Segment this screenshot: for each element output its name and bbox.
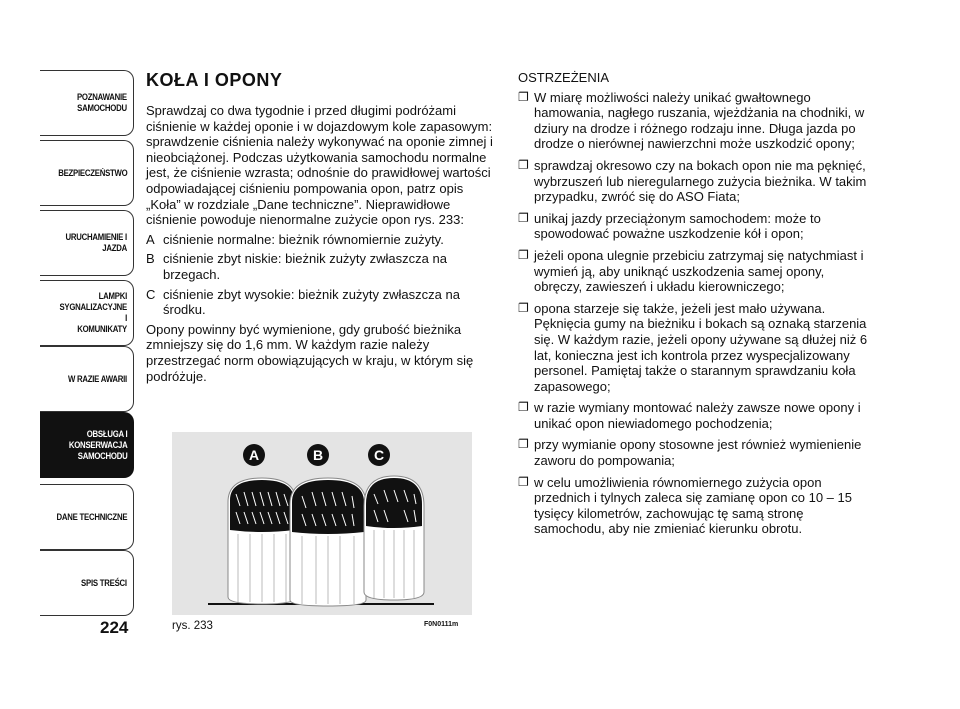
checkbox-bullet-icon: ❐ [518, 157, 529, 172]
warnings-title: OSTRZEŻENIA [518, 70, 610, 85]
checkbox-bullet-icon: ❐ [518, 247, 529, 262]
badge-a: A [243, 444, 265, 466]
tire-wear-figure [172, 432, 472, 615]
tab-label: W RAZIE AWARII [67, 373, 127, 385]
warning-item [518, 400, 870, 431]
checkbox-bullet-icon: ❐ [518, 437, 529, 452]
option-item [146, 287, 496, 318]
warning-text: sprawdzaj okresowo czy na bokach opon nie ma pęknięć, wybrzuszeń lub nieregularnego zużycia bieżnika. W takim przypadku, zwróć się do ASO Fiata; [534, 157, 867, 205]
option-item [146, 251, 496, 282]
option-letter: C [146, 286, 156, 302]
option-letter: A [146, 231, 155, 247]
warning-text: w celu umożliwienia równomiernego zużycia opon przednich i tylnych zaleca się zamianę opon co 10 – 15 tysięcy kilometrów, zachowując tę samą stronę samochodu, aby nie zmieniać kierunku obrotu. [534, 474, 852, 537]
checkbox-bullet-icon: ❐ [518, 400, 529, 415]
warning-text: opona starzeje się także, jeżeli jest mało używana. Pęknięcia gumy na bieżniku i bokach są oznaką starzenia się. W każdym razie, jeżeli opony używane są dłużej niż 6 lat, konieczna jest ich kontrola przez wyspecjalizowany personel. Pamiętaj także o starannym sprawdzaniu koła zapasowego; [534, 300, 868, 394]
warning-item [518, 248, 870, 295]
warning-item [518, 475, 870, 537]
tire-b [290, 478, 366, 606]
tab-label: SPIS TREŚCI [81, 577, 127, 589]
tab-obsluga-konserwacja[interactable] [40, 412, 134, 478]
page-number: 224 [100, 618, 129, 637]
warning-text: przy wymianie opony stosowne jest również wymienienie zaworu do pompowania; [534, 437, 862, 469]
figure-code: F0N0111m [424, 621, 459, 628]
warning-text: unikaj jazdy przeciążonym samochodem: może to spowodować poważne uszkodzenie kół i opon; [534, 210, 821, 242]
option-text: ciśnienie normalne: bieżnik równomiernie zużyty. [163, 231, 444, 247]
tab-dane-techniczne[interactable] [40, 484, 134, 550]
tab-label: OBSŁUGA I KONSERWACJA SAMOCHODU [68, 428, 127, 462]
option-text: ciśnienie zbyt niskie: bieżnik zużyty zwłaszcza na brzegach. [163, 251, 447, 282]
warning-item [518, 90, 870, 152]
checkbox-bullet-icon: ❐ [518, 210, 529, 225]
main-section [146, 70, 496, 388]
tab-spis-tresci[interactable] [40, 550, 134, 616]
warning-item [518, 301, 870, 395]
badge-c: C [368, 444, 390, 466]
warning-item [518, 211, 870, 242]
checkbox-bullet-icon: ❐ [518, 300, 529, 315]
warning-text: W miarę możliwości należy unikać gwałtownego hamowania, nagłego ruszania, wjeżdżania na chodniki, w dziury na drodze i różnego rodzaju inne. Długa jazda po drodze o nierównej nawierzchni może uszkodzić opony; [534, 89, 865, 152]
tire-c [364, 476, 424, 600]
tab-label: BEZPIECZEŃSTWO [57, 167, 127, 179]
tab-poznawanie-samochodu[interactable] [40, 70, 134, 136]
tire-a [228, 478, 296, 604]
badge-b: B [307, 444, 329, 466]
tab-lampki-sygnalizacyjne[interactable] [40, 280, 134, 346]
option-text: ciśnienie zbyt wysokie: bieżnik zużyty zwłaszcza na środku. [163, 286, 460, 318]
option-item [146, 232, 496, 248]
checkbox-bullet-icon: ❐ [518, 474, 529, 489]
section-title: KOŁA I OPONY [146, 70, 283, 90]
tab-label: POZNAWANIE SAMOCHODU [77, 92, 127, 114]
warnings-section [518, 70, 870, 543]
outro-paragraph: Opony powinny być wymienione, gdy grubość bieżnika zmniejszy się do 1,6 mm. W każdym razie należy przestrzegać norm obowiązujących w kraju, w którym się podróżuje. [146, 321, 474, 384]
warning-item [518, 437, 870, 468]
option-letter: B [146, 251, 155, 267]
tab-label: URUCHAMIENIE I JAZDA [65, 232, 127, 254]
tab-label: LAMPKI SYGNALIZACYJNE I KOMUNIKATY [59, 291, 128, 335]
figure-caption: rys. 233 [172, 620, 213, 632]
intro-paragraph: Sprawdzaj co dwa tygodnie i przed długimi podróżami ciśnienie w każdej oponie i w dojazdowym kole zapasowym: sprawdzenie ciśnienia należy wykonywać na oponie zimnej i nieobciążonej. Podczas użytkowania samochodu normalne jest, że ciśnienie wzrasta; odnośnie do prawidłowej wartości odpowiadającej ciśnieniu pompowania opon, patrz opis „Koła” w rozdziale „Dane techniczne”. Nieprawidłowe ciśnienie powoduje nienormalne zużycie opon rys. 233: [146, 103, 493, 228]
tab-bezpieczenstwo[interactable] [40, 140, 134, 206]
tab-w-razie-awarii[interactable] [40, 346, 134, 412]
tab-uruchamienie-jazda[interactable] [40, 210, 134, 276]
checkbox-bullet-icon: ❐ [518, 89, 529, 104]
warning-text: w razie wymiany montować należy zawsze nowe opony i unikać opon niewiadomego pochodzenia; [534, 400, 861, 431]
tab-label: DANE TECHNICZNE [56, 511, 127, 523]
warning-item [518, 158, 870, 205]
warning-text: jeżeli opona ulegnie przebiciu zatrzymaj się natychmiast i wymień ją, aby uniknąć uszkodzenia samej opony, obręczy, zawieszeń i układu kierowniczego; [534, 247, 864, 295]
